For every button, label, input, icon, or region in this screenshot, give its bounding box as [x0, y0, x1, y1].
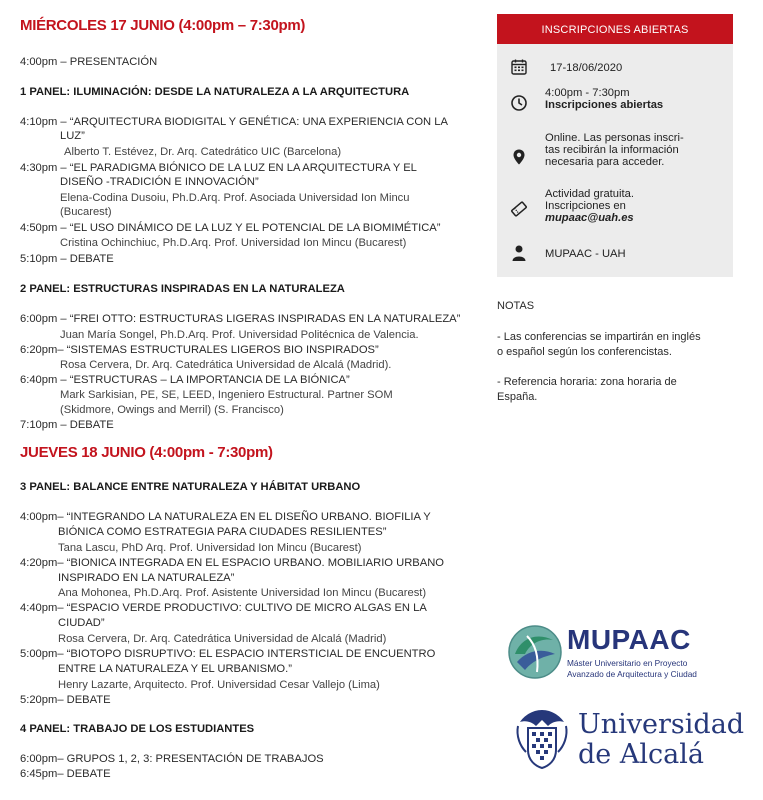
panel2-talk2-line1: 6:20pm– “SISTEMAS ESTRUCTURALES LIGEROS BIO INSPIRADOS” [20, 344, 379, 356]
uah-wordmark-line2: de Alcalá [578, 739, 704, 770]
panel2-talk2-author: Rosa Cervera, Dr. Arq. Catedrática Universidad de Alcalá (Madrid). [60, 359, 392, 371]
note1-line2: o español según los conferencistas. [497, 346, 672, 358]
note2-line2: España. [497, 391, 538, 403]
panel4-talk1: 6:00pm– GRUPOS 1, 2, 3: PRESENTACIÓN DE TRABAJOS [20, 753, 324, 765]
card-location-line3: necesaria para acceder. [545, 156, 665, 168]
card-date: 17-18/06/2020 [550, 62, 623, 74]
panel2-talk3-author-org: (Skidmore, Owings and Merril) (S. Francisco) [60, 404, 284, 416]
panel3-talk3-author: Rosa Cervera, Dr. Arq. Catedrática Universidad de Alcalá (Madrid) [58, 633, 387, 645]
panel3-talk2-line1: 4:20pm– “BIONICA INTEGRADA EN EL ESPACIO URBANO. MOBILIARIO URBANO [20, 557, 444, 569]
note1-line1: - Las conferencias se impartirán en inglés [497, 331, 701, 343]
mupaac-subtitle-line1: Máster Universitario en Proyecto [567, 658, 688, 668]
panel3-talk3-line2: CIUDAD” [58, 617, 105, 629]
location-pin-icon [510, 148, 528, 166]
panel3-talk1-line2: BIÓNICA COMO ESTRATEGIA PARA CIUDADES RESILIENTES” [58, 526, 387, 538]
panel2-talk1-author: Juan María Songel, Ph.D.Arq. Prof. Universidad Politécnica de Valencia. [60, 329, 419, 341]
card-organizer: MUPAAC - UAH [545, 248, 626, 260]
panel1-talk1-author: Alberto T. Estévez, Dr. Arq. Catedrático UIC (Barcelona) [64, 146, 342, 158]
card-header: INSCRIPCIONES ABIERTAS [497, 14, 733, 44]
day1-intro: 4:00pm – PRESENTACIÓN [20, 56, 158, 68]
mupaac-logo [507, 622, 737, 684]
panel2-title: 2 PANEL: ESTRUCTURAS INSPIRADAS EN LA NATURALEZA [20, 283, 345, 295]
panel2-talk1-line1: 6:00pm – “FREI OTTO: ESTRUCTURAS LIGERAS INSPIRADAS EN LA NATURALEZA” [20, 313, 461, 325]
uah-crest-icon [512, 706, 572, 772]
panel3-talk1-line1: 4:00pm– “INTEGRANDO LA NATURALEZA EN EL DISEÑO URBANO. BIOFILIA Y [20, 511, 431, 523]
card-time: 4:00pm - 7:30pm [545, 87, 630, 99]
panel2-talk3-author: Mark Sarkisian, PE, SE, LEED, Ingeniero Estructural. Partner SOM [60, 389, 393, 401]
panel3-talk2-author: Ana Mohonea, Ph.D.Arq. Prof. Asistente Universidad Ion Mincu (Bucarest) [58, 587, 427, 599]
panel1-debate: 5:10pm – DEBATE [20, 253, 114, 265]
note2-line1: - Referencia horaria: zona horaria de [497, 376, 677, 388]
ticket-icon [510, 200, 528, 218]
day2-title: JUEVES 18 JUNIO (4:00pm - 7:30pm) [20, 444, 273, 461]
card-ticket-line2: Inscripciones en [545, 200, 626, 212]
card-ticket-email[interactable]: mupaac@uah.es [545, 212, 634, 224]
day1-title: MIÉRCOLES 17 JUNIO (4:00pm – 7:30pm) [20, 17, 306, 34]
panel1-talk2-author-city: (Bucarest) [60, 206, 112, 218]
panel4-debate: 6:45pm– DEBATE [20, 768, 111, 780]
mupaac-subtitle-line2: Avanzado de Arquitectura y Ciudad [567, 669, 697, 679]
panel3-title: 3 PANEL: BALANCE ENTRE NATURALEZA Y HÁBITAT URBANO [20, 481, 361, 493]
panel2-talk3-line1: 6:40pm – “ESTRUCTURAS – LA IMPORTANCIA DE LA BIÓNICA” [20, 374, 350, 386]
card-time-status: Inscripciones abiertas [545, 99, 664, 111]
panel3-talk1-author: Tana Lascu, PhD Arq. Prof. Universidad Ion Mincu (Bucarest) [58, 542, 362, 554]
panel1-talk2-author: Elena-Codina Dusoiu, Ph.D.Arq. Prof. Asociada Universidad Ion Mincu [60, 192, 410, 204]
notes-title: NOTAS [497, 300, 535, 312]
panel1-talk3-line1: 4:50pm – “EL USO DINÁMICO DE LA LUZ Y EL POTENCIAL DE LA BIOMIMÉTICA” [20, 222, 441, 234]
info-card [497, 14, 733, 277]
panel1-talk3-author: Cristina Ochinchiuc, Ph.D.Arq. Prof. Universidad Ion Mincu (Bucarest) [60, 237, 407, 249]
mupaac-emblem-icon [507, 624, 563, 680]
panel1-title: 1 PANEL: ILUMINACIÓN: DESDE LA NATURALEZA A LA ARQUITECTURA [20, 86, 410, 98]
panel4-title: 4 PANEL: TRABAJO DE LOS ESTUDIANTES [20, 723, 255, 735]
uah-logo [512, 706, 745, 776]
panel2-debate: 7:10pm – DEBATE [20, 419, 114, 431]
panel3-talk4-author: Henry Lazarte, Arquitecto. Prof. Universidad Cesar Vallejo (Lima) [58, 679, 380, 691]
panel1-talk2-line2: DISEÑO -TRADICIÓN E INNOVACIÓN” [60, 176, 259, 188]
person-icon [510, 244, 528, 262]
panel3-talk4-line2: ENTRE LA NATURALEZA Y EL URBANISMO.” [58, 663, 292, 675]
panel3-debate: 5:20pm– DEBATE [20, 694, 111, 706]
panel3-talk2-line2: INSPIRADO EN LA NATURALEZA” [58, 572, 235, 584]
panel1-talk1-line2: LUZ” [60, 130, 85, 142]
mupaac-wordmark: MUPAAC [567, 624, 691, 655]
panel1-talk1-line1: 4:10pm – “ARQUITECTURA BIODIGITAL Y GENÉTICA: UNA EXPERIENCIA CON LA [20, 116, 448, 128]
uah-wordmark-line1: Universidad [578, 709, 745, 740]
calendar-icon [510, 58, 528, 76]
card-ticket-line1: Actividad gratuita. [545, 188, 634, 200]
card-location-line2: tas recibirán la información [545, 144, 679, 156]
panel3-talk3-line1: 4:40pm– “ESPACIO VERDE PRODUCTIVO: CULTIVO DE MICRO ALGAS EN LA [20, 602, 427, 614]
clock-icon [510, 94, 528, 112]
panel3-talk4-line1: 5:00pm– “BIOTOPO DISRUPTIVO: EL ESPACIO INTERSTICIAL DE ENCUENTRO [20, 648, 436, 660]
panel1-talk2-line1: 4:30pm – “EL PARADIGMA BIÓNICO DE LA LUZ EN LA ARQUITECTURA Y EL [20, 162, 417, 174]
card-location-line1: Online. Las personas inscri- [545, 132, 684, 144]
